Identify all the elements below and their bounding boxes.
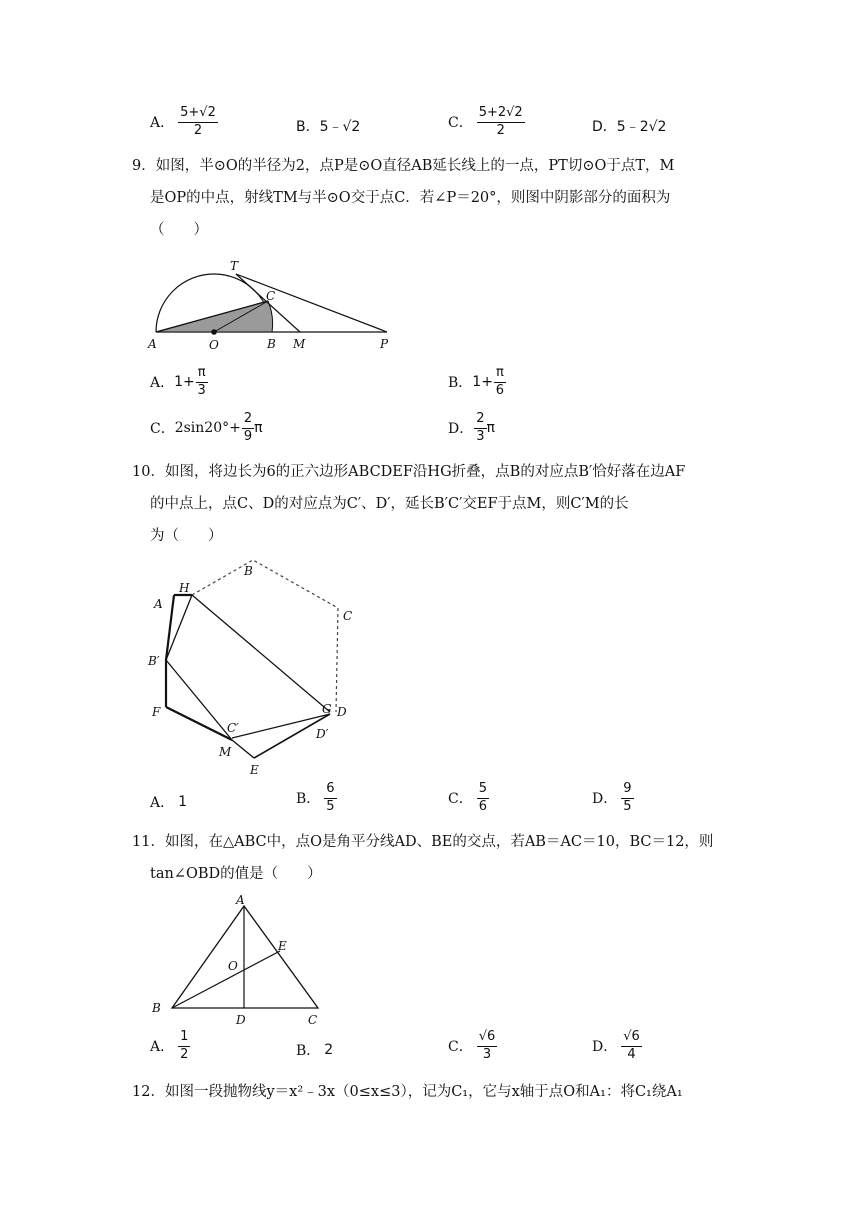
q9-option-c: C． 2sin20°+ $\frac{2}{9}$ π <box>150 411 263 444</box>
q10-label-b: B <box>244 564 253 578</box>
q11-label-o: O <box>228 959 238 973</box>
q11-label-d: D <box>236 1013 246 1027</box>
q10-option-c: C． $\frac{5}{6}$ <box>448 781 487 814</box>
q11-label-c: C <box>308 1013 318 1027</box>
q10-label-a: A <box>154 597 163 611</box>
q9-option-b: B． 1+ $\frac{\pi}{6}$ <box>448 365 504 398</box>
q10-label-g: G <box>322 702 332 716</box>
q11-option-d: D． $\frac{√6}{4}$ <box>592 1029 640 1062</box>
q11-option-c: C． $\frac{√6}{3}$ <box>448 1029 496 1062</box>
q10-label-d: D <box>337 705 347 719</box>
q10-fold-line-hg <box>192 595 330 712</box>
q9-option-d: D． $\frac{2}{3}$ π <box>448 411 495 444</box>
q9-option-a: A． 1+ $\frac{\pi}{3}$ <box>150 365 206 398</box>
q9-label-c: C <box>266 289 276 303</box>
q11-label-a: A <box>236 893 245 907</box>
q10-label-c: C <box>343 609 353 623</box>
q11-triangle-abc <box>172 906 318 1008</box>
q11-figure <box>140 890 340 1030</box>
q9-center-point <box>211 329 217 335</box>
q9-label-p: P <box>380 337 389 351</box>
q9-text-line1: 9．如图，半⊙O的半径为2，点P是⊙O直径AB延长线上的一点，PT切⊙O于点T，M <box>132 158 675 174</box>
q10-text-line2: 的中点上，点C、D的对应点为C′、D′，延长B′C′交EF于点M，则C′M的长 <box>150 496 629 512</box>
q8-option-b: B． 5﹣√2 <box>296 119 361 135</box>
q10-label-m: M <box>219 745 232 759</box>
q11-option-a: A． $\frac{1}{2}$ <box>150 1029 189 1062</box>
q11-label-e: E <box>278 939 287 953</box>
q10-figure <box>140 552 370 782</box>
q9-label-o: O <box>209 338 219 352</box>
q9-label-a: A <box>148 337 157 351</box>
q9-text-line3: （ ） <box>150 222 208 238</box>
q8-option-c: C． $\frac{5+2√2}{2}$ <box>448 105 523 138</box>
q10-text-line1: 10．如图，将边长为6的正六边形ABCDEF沿HG折叠，点B的对应点B′恰好落在边AF <box>132 464 686 480</box>
q10-label-c-prime: C′ <box>227 721 239 735</box>
q10-dotted-original-edges <box>192 560 338 712</box>
q10-text-line3: 为（ ） <box>150 528 223 544</box>
q9-figure <box>140 252 410 352</box>
q11-label-b: B <box>152 1001 161 1015</box>
q10-segment-b1m <box>166 660 232 740</box>
q10-edge-fm <box>166 707 232 740</box>
q8-option-a: A． $\frac{5+√2}{2}$ <box>150 105 216 138</box>
q11-text-line2: tan∠OBD的值是（ ） <box>150 866 322 882</box>
q11-text-line1: 11．如图，在△ABC中，点O是角平分线AD、BE的交点，若AB＝AC＝10，BC＝12，则 <box>132 834 714 850</box>
q9-label-t: T <box>230 259 239 273</box>
q10-edge-me <box>232 740 254 758</box>
q10-label-d-prime: D′ <box>316 727 329 741</box>
q8-option-a-fraction: $\frac{5+√2}{2}$ <box>180 105 216 138</box>
q10-label-b-prime: B′ <box>148 654 160 668</box>
q10-option-a: A． 1 <box>150 794 188 811</box>
q10-option-d: D． $\frac{9}{5}$ <box>592 781 632 814</box>
q10-option-b: B． $\frac{6}{5}$ <box>296 781 335 814</box>
q12-text-line1: 12．如图一段抛物线y＝x²﹣3x（0≤x≤3），记为C₁，它与x轴于点O和A₁：将C₁绕A₁ <box>132 1084 683 1100</box>
q11-bisector-be <box>172 951 280 1008</box>
q11-option-b: B． 2 <box>296 1042 334 1059</box>
q8-option-d: D． 5﹣2√2 <box>592 119 667 135</box>
q9-label-b: B <box>267 337 276 351</box>
q9-text-line2: 是OP的中点，射线TM与半⊙O交于点C．若∠P＝20°，则图中阴影部分的面积为 <box>150 190 671 206</box>
q10-label-f: F <box>152 705 161 719</box>
q8-option-c-fraction: $\frac{5+2√2}{2}$ <box>478 105 523 138</box>
q9-label-m: M <box>293 337 306 351</box>
q10-label-e: E <box>250 763 259 777</box>
q10-label-h: H <box>179 581 190 595</box>
